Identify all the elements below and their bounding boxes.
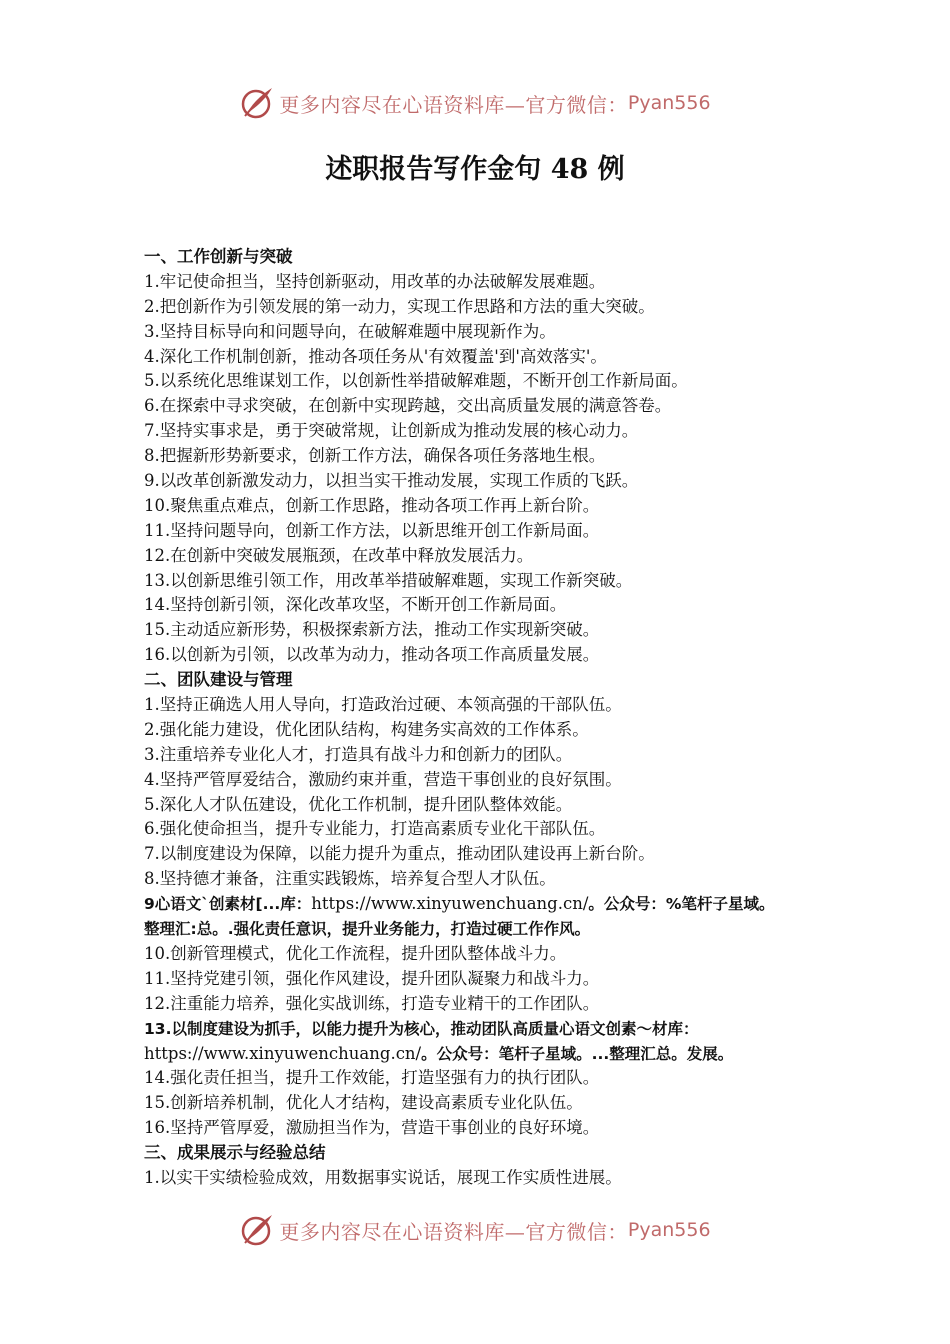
header-banner (0, 83, 950, 123)
list-item: 1.以实干实绩检验成效，用数据事实说话，展现工作实质性进展。 (144, 1167, 622, 1187)
list-item: 3.坚持目标导向和问题导向，在破解难题中展现新作为。 (144, 321, 556, 341)
quill-logo-icon (239, 1212, 275, 1248)
list-item: 11.坚持党建引领，强化作风建设，提升团队凝聚力和战斗力。 (144, 968, 600, 988)
banner-wechat-id: Pyan556 (627, 92, 711, 114)
watermark-url: https://www.xinyuwenchuang.cn/ (144, 1043, 422, 1063)
section-heading: 二、团队建设与管理 (144, 670, 293, 690)
list-item: 8.把握新形势新要求，创新工作方法，确保各项任务落地生根。 (144, 446, 606, 466)
list-item: 2.把创新作为引领发展的第一动力，实现工作思路和方法的重大突破。 (144, 296, 655, 316)
footer-banner (0, 1210, 950, 1250)
list-item: 6.在探索中寻求突破，在创新中实现跨越，交出高质量发展的满意答卷。 (144, 396, 672, 416)
list-item: 8.坚持德才兼备，注重实践锻炼，培养复合型人才队伍。 (144, 869, 556, 889)
list-item: 7.以制度建设为保障，以能力提升为重点，推动团队建设再上新台阶。 (144, 844, 655, 864)
list-item: 1.坚持正确选人用人导向，打造政治过硬、本领高强的干部队伍。 (144, 695, 622, 715)
list-item: 14.坚持创新引领，深化改革攻坚，不断开创工作新局面。 (144, 595, 567, 615)
watermark-text: 。公众号：%笔杆子星域。 (588, 895, 775, 914)
list-item: 12.在创新中突破发展瓶颈，在改革中释放发展活力。 (144, 545, 534, 565)
list-item: 10.聚焦重点难点，创新工作思路，推动各项工作再上新台阶。 (144, 495, 600, 515)
list-item: 13.以创新思维引领工作，用改革举措破解难题，实现工作新突破。 (144, 570, 633, 590)
list-item: 16.坚持严管厚爱，激励担当作为，营造干事创业的良好环境。 (144, 1118, 600, 1138)
watermark-text: 13.以制度建设为抓手，以能力提升为核心，推动团队高质量心语文创素～材库： (144, 1019, 699, 1038)
list-item: 4.坚持严管厚爱结合，激励约束并重，营造干事创业的良好氛围。 (144, 769, 622, 789)
list-item: 3.注重培养专业化人才，打造具有战斗力和创新力的团队。 (144, 744, 573, 764)
quill-logo-icon (239, 85, 275, 121)
watermark-line (144, 917, 834, 942)
watermark-line (144, 892, 834, 917)
watermark-text: 9心语文`创素材[...库： (144, 895, 312, 914)
list-item: 16.以创新为引领，以改革为动力，推动各项工作高质量发展。 (144, 645, 600, 665)
watermark-url: https://www.xinyuwenchuang.cn/ (311, 894, 589, 914)
document-body (144, 245, 834, 1191)
list-item: 9.以改革创新激发动力，以担当实干推动发展，实现工作质的飞跃。 (144, 471, 639, 491)
list-item: 4.深化工作机制创新，推动各项任务从'有效覆盖'到'高效落实'。 (144, 346, 607, 366)
list-item: 12.注重能力培养，强化实战训练，打造专业精干的工作团队。 (144, 993, 600, 1013)
list-item: 5.深化人才队伍建设，优化工作机制，提升团队整体效能。 (144, 794, 573, 814)
list-item: 14.强化责任担当，提升工作效能，打造坚强有力的执行团队。 (144, 1068, 600, 1088)
list-item: 7.坚持实事求是，勇于突破常规，让创新成为推动发展的核心动力。 (144, 421, 639, 441)
watermark-line (144, 1017, 834, 1042)
list-item: 1.牢记使命担当，坚持创新驱动，用改革的办法破解发展难题。 (144, 271, 606, 291)
list-item: 15.主动适应新形势，积极探索新方法，推动工作实现新突破。 (144, 620, 600, 640)
banner-text: 更多内容尽在心语资料库—官方微信： (279, 92, 628, 117)
list-item: 10.创新管理模式，优化工作流程，提升团队整体战斗力。 (144, 943, 567, 963)
list-item: 6.强化使命担当，提升专业能力，打造高素质专业化干部队伍。 (144, 819, 606, 839)
watermark-text: 。公众号：笔杆子星域。...整理汇总。发展。 (421, 1044, 734, 1063)
page-title: 述职报告写作金句 48 例 (325, 154, 625, 185)
section-heading: 三、成果展示与经验总结 (144, 1143, 326, 1163)
section-heading: 一、工作创新与突破 (144, 247, 293, 266)
list-item: 2.强化能力建设，优化团队结构，构建务实高效的工作体系。 (144, 719, 589, 739)
list-item: 15.创新培养机制，优化人才结构，建设高素质专业化队伍。 (144, 1093, 583, 1113)
watermark-line (144, 1042, 834, 1067)
list-item: 5.以系统化思维谋划工作，以创新性举措破解难题，不断开创工作新局面。 (144, 371, 688, 391)
banner-text: 更多内容尽在心语资料库—官方微信： (279, 1219, 628, 1244)
list-item: 11.坚持问题导向，创新工作方法，以新思维开创工作新局面。 (144, 520, 600, 540)
banner-wechat-id: Pyan556 (627, 1219, 711, 1241)
watermark-text: 整理汇:总。.强化责任意识，提升业务能力，打造过硬工作作风。 (144, 920, 591, 939)
